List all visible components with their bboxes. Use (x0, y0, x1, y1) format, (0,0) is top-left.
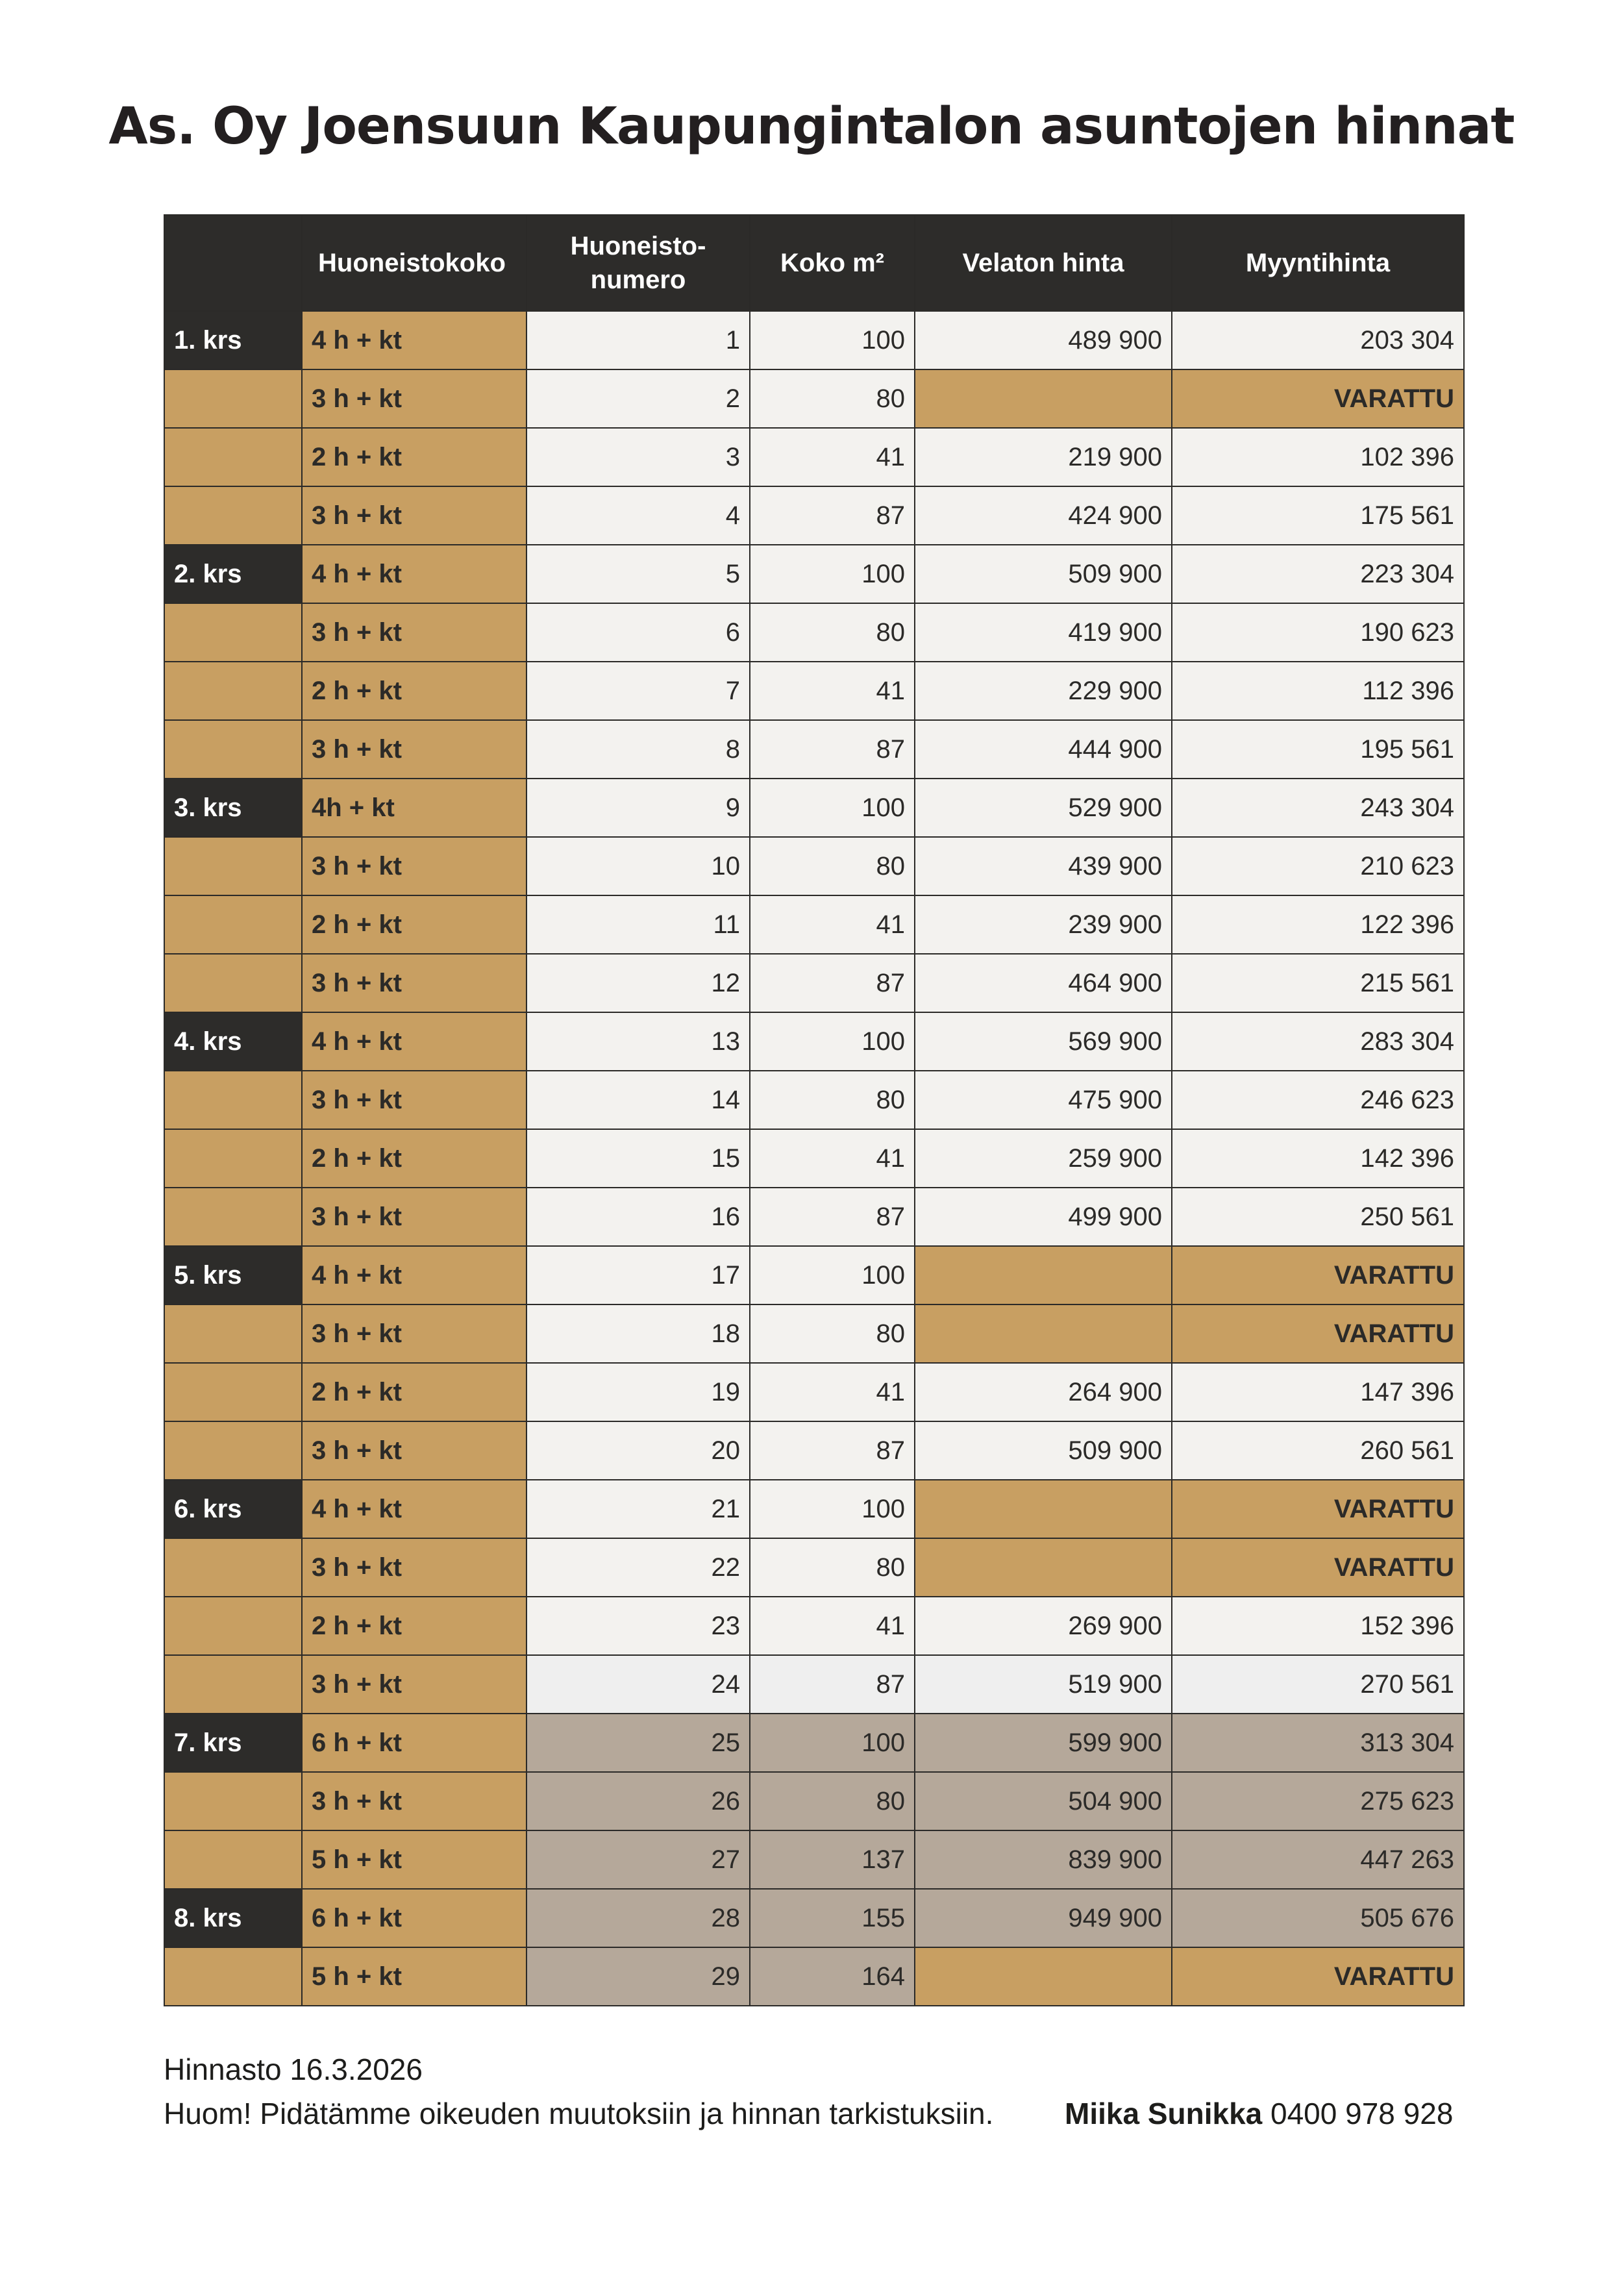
table-row (164, 603, 1464, 662)
apartment-number-cell: 29 (527, 1947, 750, 2006)
floor-cell: 8. krs (164, 1889, 302, 1947)
sale-price-cell: 270 561 (1172, 1655, 1464, 1714)
apartment-number-cell: 18 (527, 1304, 750, 1363)
apartment-number-cell: 12 (527, 954, 750, 1012)
disclaimer-note: Huom! Pidätämme oikeuden muutoksiin ja hinnan tarkistuksiin. (164, 2097, 994, 2130)
sale-price-cell: 250 561 (1172, 1188, 1464, 1246)
floor-cell (164, 720, 302, 779)
table-row (164, 1304, 1464, 1363)
debt-free-price-cell (915, 1246, 1172, 1304)
floor-cell (164, 486, 302, 545)
floor-cell (164, 1538, 302, 1597)
area-cell: 80 (750, 837, 915, 895)
apartment-number-cell: 11 (527, 895, 750, 954)
floor-cell (164, 954, 302, 1012)
apartment-number-cell: 2 (527, 369, 750, 428)
debt-free-price-cell: 839 900 (915, 1830, 1172, 1889)
price-table (164, 214, 1465, 2006)
apartment-number-cell: 26 (527, 1772, 750, 1830)
floor-cell (164, 895, 302, 954)
apartment-type-cell: 3 h + kt (302, 1655, 527, 1714)
apartment-type-cell: 4 h + kt (302, 311, 527, 369)
apartment-type-cell: 4 h + kt (302, 1480, 527, 1538)
debt-free-price-cell: 504 900 (915, 1772, 1172, 1830)
apartment-type-cell: 3 h + kt (302, 1071, 527, 1129)
floor-cell (164, 1655, 302, 1714)
sale-price-cell: 243 304 (1172, 779, 1464, 837)
floor-cell: 4. krs (164, 1012, 302, 1071)
apartment-number-cell: 16 (527, 1188, 750, 1246)
table-row (164, 1714, 1464, 1772)
debt-free-price-cell: 569 900 (915, 1012, 1172, 1071)
apartment-number-cell: 22 (527, 1538, 750, 1597)
debt-free-price-cell: 229 900 (915, 662, 1172, 720)
apartment-type-cell: 4 h + kt (302, 1012, 527, 1071)
debt-free-price-cell: 269 900 (915, 1597, 1172, 1655)
table-row (164, 1012, 1464, 1071)
floor-cell (164, 1129, 302, 1188)
sale-price-cell: 175 561 (1172, 486, 1464, 545)
sale-price-cell: 203 304 (1172, 311, 1464, 369)
debt-free-price-cell (915, 1304, 1172, 1363)
apartment-number-cell: 3 (527, 428, 750, 486)
apartment-number-cell: 10 (527, 837, 750, 895)
area-cell: 100 (750, 1012, 915, 1071)
floor-cell (164, 428, 302, 486)
floor-cell (164, 1772, 302, 1830)
reserved-badge: VARATTU (1172, 1246, 1464, 1304)
sale-price-cell: 210 623 (1172, 837, 1464, 895)
contact-name: Miika Sunikka (1065, 2097, 1263, 2130)
area-cell: 80 (750, 603, 915, 662)
apartment-type-cell: 4 h + kt (302, 545, 527, 603)
apartment-number-cell: 27 (527, 1830, 750, 1889)
apartment-number-cell: 15 (527, 1129, 750, 1188)
apartment-type-cell: 3 h + kt (302, 1304, 527, 1363)
floor-cell (164, 1188, 302, 1246)
apartment-type-cell: 2 h + kt (302, 1363, 527, 1421)
floor-cell (164, 603, 302, 662)
apartment-number-cell: 19 (527, 1363, 750, 1421)
area-cell: 100 (750, 311, 915, 369)
area-cell: 41 (750, 1363, 915, 1421)
floor-cell: 2. krs (164, 545, 302, 603)
debt-free-price-cell (915, 1480, 1172, 1538)
area-cell: 100 (750, 779, 915, 837)
contact-phone: 0400 978 928 (1270, 2097, 1454, 2130)
floor-cell: 1. krs (164, 311, 302, 369)
floor-cell (164, 837, 302, 895)
area-cell: 80 (750, 1772, 915, 1830)
apartment-number-cell: 9 (527, 779, 750, 837)
debt-free-price-cell: 444 900 (915, 720, 1172, 779)
area-cell: 87 (750, 720, 915, 779)
debt-free-price-cell: 499 900 (915, 1188, 1172, 1246)
area-cell: 41 (750, 1597, 915, 1655)
debt-free-price-cell: 599 900 (915, 1714, 1172, 1772)
reserved-badge: VARATTU (1172, 1304, 1464, 1363)
floor-cell: 5. krs (164, 1246, 302, 1304)
floor-cell (164, 1421, 302, 1480)
table-row (164, 1188, 1464, 1246)
apartment-number-cell: 4 (527, 486, 750, 545)
table-row (164, 1597, 1464, 1655)
area-cell: 87 (750, 1421, 915, 1480)
sale-price-cell: 447 263 (1172, 1830, 1464, 1889)
apartment-type-cell: 3 h + kt (302, 1188, 527, 1246)
apartment-type-cell: 6 h + kt (302, 1714, 527, 1772)
area-cell: 100 (750, 1714, 915, 1772)
area-cell: 137 (750, 1830, 915, 1889)
reserved-badge: VARATTU (1172, 1480, 1464, 1538)
apartment-number-cell: 1 (527, 311, 750, 369)
table-body (164, 311, 1464, 2006)
reserved-badge: VARATTU (1172, 1538, 1464, 1597)
apartment-number-cell: 6 (527, 603, 750, 662)
debt-free-price-cell: 239 900 (915, 895, 1172, 954)
debt-free-price-cell (915, 1947, 1172, 2006)
area-cell: 100 (750, 1480, 915, 1538)
table-row (164, 1421, 1464, 1480)
area-cell: 87 (750, 1188, 915, 1246)
apartment-number-cell: 8 (527, 720, 750, 779)
area-cell: 87 (750, 486, 915, 545)
apartment-number-cell: 20 (527, 1421, 750, 1480)
debt-free-price-cell: 509 900 (915, 545, 1172, 603)
apartment-type-cell: 3 h + kt (302, 954, 527, 1012)
floor-cell (164, 1830, 302, 1889)
table-row (164, 545, 1464, 603)
floor-cell (164, 369, 302, 428)
table-row (164, 369, 1464, 428)
apartment-number-cell: 17 (527, 1246, 750, 1304)
apartment-number-cell: 28 (527, 1889, 750, 1947)
table-row (164, 1772, 1464, 1830)
debt-free-price-cell: 439 900 (915, 837, 1172, 895)
apartment-type-cell: 5 h + kt (302, 1830, 527, 1889)
debt-free-price-cell: 259 900 (915, 1129, 1172, 1188)
apartment-number-cell: 25 (527, 1714, 750, 1772)
debt-free-price-cell: 509 900 (915, 1421, 1172, 1480)
debt-free-price-cell: 219 900 (915, 428, 1172, 486)
table-row (164, 486, 1464, 545)
apartment-type-cell: 3 h + kt (302, 486, 527, 545)
sale-price-cell: 147 396 (1172, 1363, 1464, 1421)
table-row (164, 954, 1464, 1012)
area-cell: 155 (750, 1889, 915, 1947)
floor-cell (164, 1304, 302, 1363)
table-row (164, 1363, 1464, 1421)
debt-free-price-cell: 489 900 (915, 311, 1172, 369)
sale-price-cell: 505 676 (1172, 1889, 1464, 1947)
header-area: Koko m² (750, 215, 915, 311)
apartment-number-cell: 23 (527, 1597, 750, 1655)
area-cell: 80 (750, 369, 915, 428)
table-row (164, 779, 1464, 837)
apartment-type-cell: 6 h + kt (302, 1889, 527, 1947)
area-cell: 80 (750, 1071, 915, 1129)
table-row (164, 1947, 1464, 2006)
table-row (164, 720, 1464, 779)
apartment-number-cell: 24 (527, 1655, 750, 1714)
table-row (164, 1071, 1464, 1129)
table-row (164, 428, 1464, 486)
apartment-number-cell: 5 (527, 545, 750, 603)
sale-price-cell: 112 396 (1172, 662, 1464, 720)
floor-cell (164, 662, 302, 720)
apartment-number-cell: 14 (527, 1071, 750, 1129)
apartment-type-cell: 2 h + kt (302, 428, 527, 486)
apartment-number-cell: 13 (527, 1012, 750, 1071)
debt-free-price-cell: 264 900 (915, 1363, 1172, 1421)
debt-free-price-cell: 949 900 (915, 1889, 1172, 1947)
table-row (164, 1655, 1464, 1714)
sale-price-cell: 215 561 (1172, 954, 1464, 1012)
table-row (164, 895, 1464, 954)
table-row (164, 1889, 1464, 1947)
debt-free-price-cell: 519 900 (915, 1655, 1172, 1714)
debt-free-price-cell: 424 900 (915, 486, 1172, 545)
apartment-type-cell: 3 h + kt (302, 369, 527, 428)
floor-cell (164, 1597, 302, 1655)
floor-cell: 3. krs (164, 779, 302, 837)
apartment-type-cell: 2 h + kt (302, 1129, 527, 1188)
sale-price-cell: 102 396 (1172, 428, 1464, 486)
area-cell: 41 (750, 1129, 915, 1188)
reserved-badge: VARATTU (1172, 1947, 1464, 2006)
header-number-line1: Huoneisto- (570, 232, 706, 260)
sale-price-cell: 152 396 (1172, 1597, 1464, 1655)
apartment-type-cell: 2 h + kt (302, 895, 527, 954)
apartment-type-cell: 2 h + kt (302, 1597, 527, 1655)
debt-free-price-cell: 529 900 (915, 779, 1172, 837)
area-cell: 41 (750, 428, 915, 486)
area-cell: 41 (750, 662, 915, 720)
floor-cell (164, 1947, 302, 2006)
apartment-type-cell: 3 h + kt (302, 720, 527, 779)
area-cell: 87 (750, 1655, 915, 1714)
header-apartment-size: Huoneistokoko (302, 215, 527, 311)
area-cell: 100 (750, 545, 915, 603)
apartment-type-cell: 3 h + kt (302, 603, 527, 662)
sale-price-cell: 313 304 (1172, 1714, 1464, 1772)
floor-cell: 6. krs (164, 1480, 302, 1538)
page-title: As. Oy Joensuun Kaupungintalon asuntojen hinnat (108, 97, 1515, 156)
area-cell: 100 (750, 1246, 915, 1304)
table-header-row (164, 215, 1464, 311)
sale-price-cell: 195 561 (1172, 720, 1464, 779)
floor-cell (164, 1363, 302, 1421)
area-cell: 41 (750, 895, 915, 954)
table-row (164, 1480, 1464, 1538)
apartment-type-cell: 5 h + kt (302, 1947, 527, 2006)
sale-price-cell: 246 623 (1172, 1071, 1464, 1129)
debt-free-price-cell: 464 900 (915, 954, 1172, 1012)
apartment-type-cell: 3 h + kt (302, 1772, 527, 1830)
area-cell: 164 (750, 1947, 915, 2006)
contact-info (1065, 2096, 1453, 2131)
debt-free-price-cell (915, 369, 1172, 428)
header-sale-price: Myyntihinta (1172, 215, 1464, 311)
table-row (164, 311, 1464, 369)
debt-free-price-cell: 419 900 (915, 603, 1172, 662)
debt-free-price-cell (915, 1538, 1172, 1597)
apartment-type-cell: 4 h + kt (302, 1246, 527, 1304)
table-row (164, 1830, 1464, 1889)
reserved-badge: VARATTU (1172, 369, 1464, 428)
sale-price-cell: 283 304 (1172, 1012, 1464, 1071)
apartment-type-cell: 4h + kt (302, 779, 527, 837)
sale-price-cell: 122 396 (1172, 895, 1464, 954)
area-cell: 80 (750, 1538, 915, 1597)
sale-price-cell: 260 561 (1172, 1421, 1464, 1480)
header-number-line2: numero (590, 266, 686, 294)
header-apartment-number (527, 215, 750, 311)
table-row (164, 1129, 1464, 1188)
apartment-number-cell: 7 (527, 662, 750, 720)
apartment-type-cell: 3 h + kt (302, 1538, 527, 1597)
table-row (164, 1538, 1464, 1597)
debt-free-price-cell: 475 900 (915, 1071, 1172, 1129)
pricelist-date: Hinnasto 16.3.2026 (164, 2053, 423, 2086)
header-floor (164, 215, 302, 311)
sale-price-cell: 223 304 (1172, 545, 1464, 603)
apartment-number-cell: 21 (527, 1480, 750, 1538)
table-row (164, 662, 1464, 720)
apartment-type-cell: 2 h + kt (302, 662, 527, 720)
table-row (164, 837, 1464, 895)
apartment-type-cell: 3 h + kt (302, 837, 527, 895)
apartment-type-cell: 3 h + kt (302, 1421, 527, 1480)
area-cell: 87 (750, 954, 915, 1012)
area-cell: 80 (750, 1304, 915, 1363)
header-debt-free-price: Velaton hinta (915, 215, 1172, 311)
sale-price-cell: 190 623 (1172, 603, 1464, 662)
sale-price-cell: 142 396 (1172, 1129, 1464, 1188)
floor-cell: 7. krs (164, 1714, 302, 1772)
table-row (164, 1246, 1464, 1304)
sale-price-cell: 275 623 (1172, 1772, 1464, 1830)
floor-cell (164, 1071, 302, 1129)
